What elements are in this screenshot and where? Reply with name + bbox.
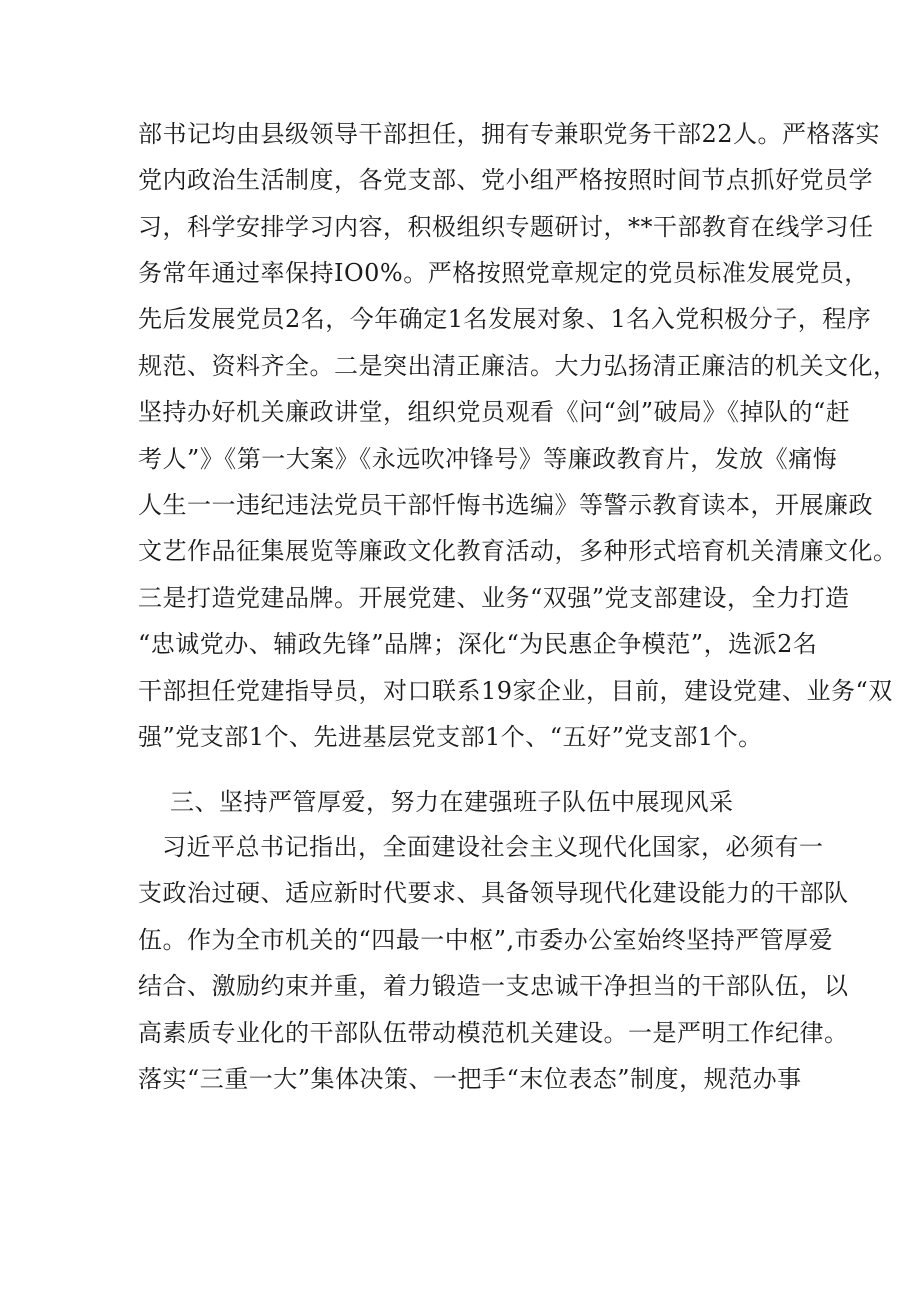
paragraph-line: “忠诚党办、辅政先锋”品牌；深化“为民惠企争模范”，选派2名: [138, 630, 818, 658]
paragraph-line: 落实“三重一大”集体决策、一把手“末位表态”制度，规范办事: [138, 1065, 802, 1093]
paragraph-line: 人生一一违纪违法党员干部忏悔书选编》等警示教育读本，开展廉政: [138, 491, 873, 519]
paragraph-line: 习近平总书记指出，全面建设社会主义现代化国家，必须有一: [162, 833, 824, 861]
paragraph-line: 习，科学安排学习内容，积极组织专题研讨，**干部教育在线学习任: [138, 213, 874, 241]
paragraph-line: 支政治过硬、适应新时代要求、具备领导现代化建设能力的干部队: [138, 879, 849, 907]
paragraph-line: 先后发展党员2名，今年确定1名发展对象、1名入党积极分子，程序: [138, 305, 872, 333]
paragraph-line: 三是打造党建品牌。开展党建、业务“双强”党支部建设，全力打造: [138, 584, 850, 612]
paragraph-line: 高素质专业化的干部队伍带动模范机关建设。一是严明工作纪律。: [138, 1019, 849, 1047]
paragraph-line: 文艺作品征集展览等廉政文化教育活动，多种形式培育机关清廉文化。: [138, 537, 898, 565]
paragraph-line: 部书记均由县级领导干部担任，拥有专兼职党务干部22人。严格落实: [138, 120, 881, 148]
paragraph-line: 规范、资料齐全。二是突出清正廉洁。大力弘扬清正廉洁的机关文化，: [138, 352, 898, 380]
paragraph-line: 强”党支部1个、先进基层党支部1个、“五好”党支部1个。: [138, 723, 763, 751]
paragraph-line: 考人”》《第一大案》《永远吹冲锋号》等廉政教育片，发放《痛悔: [138, 445, 838, 473]
paragraph-line: 务常年通过率保持IO0%。严格按照党章规定的党员标准发展党员，: [138, 259, 869, 287]
paragraph-line: 坚持办好机关廉政讲堂，组织党员观看《问“剑”破局》《掉队的“赶: [138, 398, 851, 426]
section-heading: 三、坚持严管厚爱，努力在建强班子队伍中展现风采: [170, 788, 734, 816]
paragraph-line: 党内政治生活制度，各党支部、党小组严格按照时间节点抓好党员学: [138, 166, 873, 194]
paragraph-line: 伍。作为全市机关的“四最一中枢”,市委办公室始终坚持严管厚爱: [138, 926, 834, 954]
paragraph-line: 干部担任党建指导员，对口联系19家企业，目前，建设党建、业务“双: [138, 677, 893, 705]
paragraph-line: 结合、激励约束并重，着力锻造一支忠诚干净担当的干部队伍，以: [138, 972, 849, 1000]
